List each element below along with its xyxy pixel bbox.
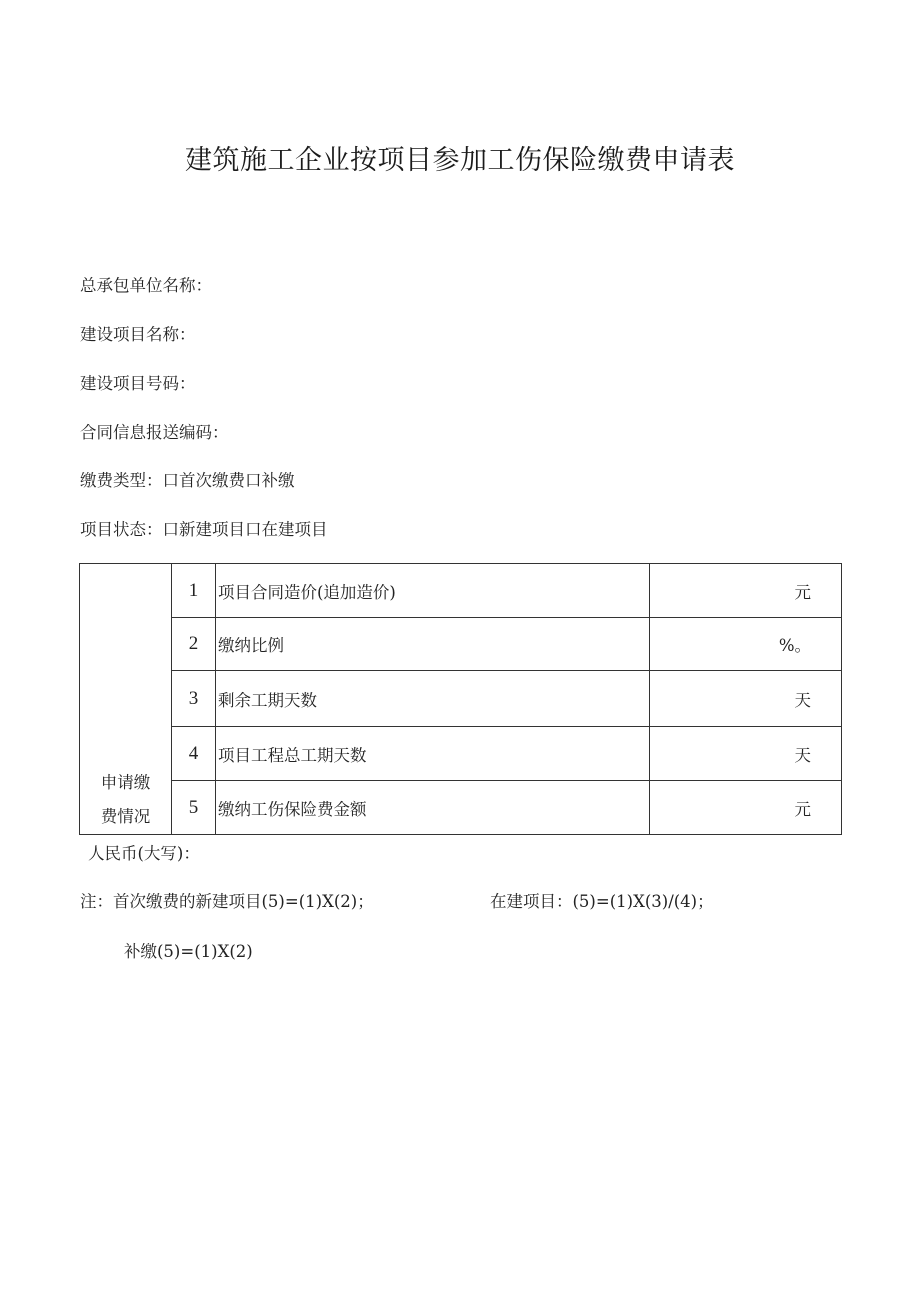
row-item: 剩余工期天数 xyxy=(216,671,650,727)
row-unit: %。 xyxy=(650,618,842,671)
row-number: 3 xyxy=(172,671,216,727)
rmb-uppercase-label: 人民币(大写)： xyxy=(88,844,200,863)
row-unit: 元 xyxy=(650,781,842,835)
row-number: 1 xyxy=(172,564,216,618)
row-number: 4 xyxy=(172,727,216,781)
table-row xyxy=(80,781,842,835)
project-code-field: 建设项目号码： xyxy=(80,374,196,393)
row-unit: 天 xyxy=(650,727,842,781)
row-number: 5 xyxy=(172,781,216,835)
payment-type-field: 缴费类型：口首次缴费口补缴 xyxy=(80,471,295,490)
row-item: 项目合同造价(追加造价) xyxy=(216,564,650,618)
row-number: 2 xyxy=(172,618,216,671)
note-first-payment: 注：首次缴费的新建项目(5)=(1)X(2)； xyxy=(80,892,374,911)
contractor-name-field: 总承包单位名称： xyxy=(80,276,212,295)
row-item: 缴纳比例 xyxy=(216,618,650,671)
row-item: 项目工程总工期天数 xyxy=(216,727,650,781)
row-unit: 元 xyxy=(650,564,842,618)
table-row xyxy=(80,671,842,727)
row-unit: 天 xyxy=(650,671,842,727)
note-in-progress: 在建项目：(5)=(1)X(3)/(4)； xyxy=(490,892,714,911)
row-item: 缴纳工伤保险费金额 xyxy=(216,781,650,835)
form-title: 建筑施工企业按项目参加工伤保险缴费申请表 xyxy=(185,145,735,176)
side-label-line2: 费情况 xyxy=(100,807,151,826)
note-supplement: 补缴(5)=(1)X(2) xyxy=(124,942,253,961)
project-status-field: 项目状态：口新建项目口在建项目 xyxy=(80,520,328,539)
project-name-field: 建设项目名称： xyxy=(80,325,196,344)
contract-code-field: 合同信息报送编码： xyxy=(80,423,229,442)
side-label-cell xyxy=(80,564,172,835)
side-label-line1: 申请缴 xyxy=(100,773,151,792)
table-row xyxy=(80,618,842,671)
table-row xyxy=(80,727,842,781)
fee-application-table xyxy=(79,563,842,835)
table-row xyxy=(80,564,842,618)
